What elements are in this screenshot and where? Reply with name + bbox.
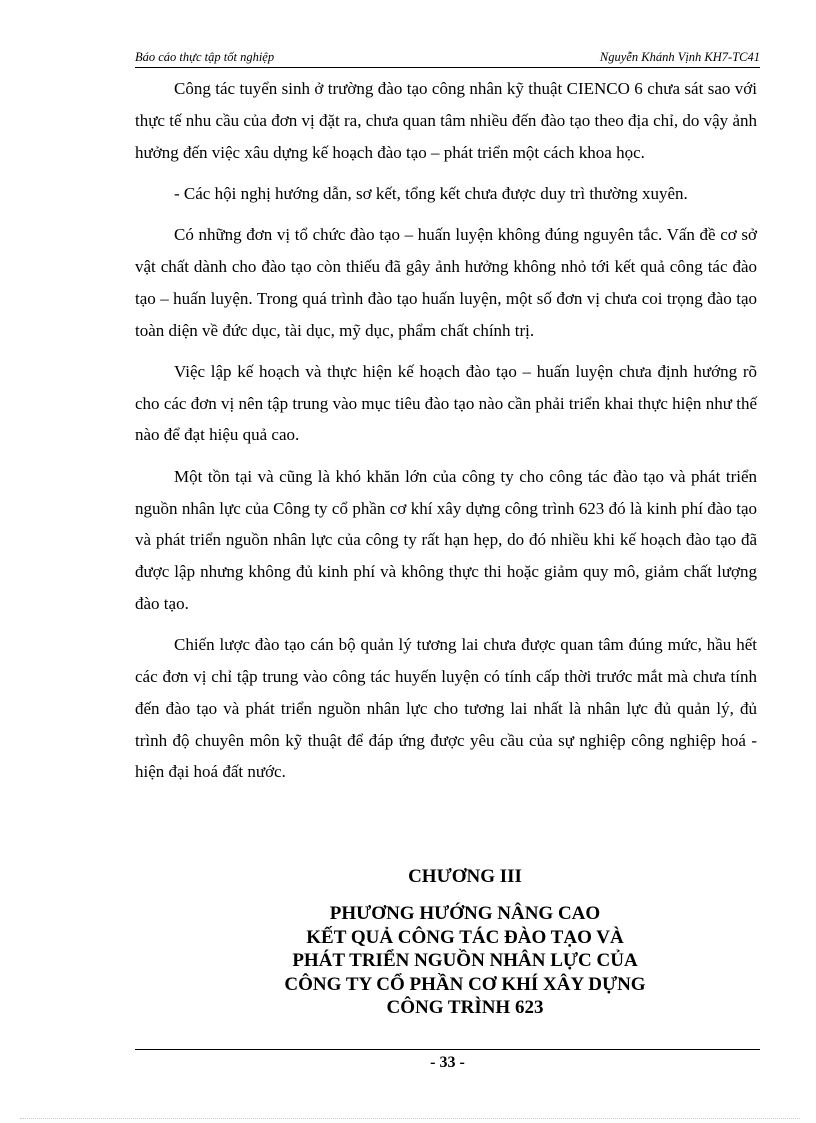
chapter-title-line: KẾT QUẢ CÔNG TÁC ĐÀO TẠO VÀ: [306, 926, 624, 948]
chapter-title-line: PHƯƠNG HƯỚNG NÂNG CAO: [329, 903, 601, 924]
paragraph-recruitment: Công tác tuyển sinh ở trường đào tạo công nhân kỹ thuật CIENCO 6 chưa sát sao với thực tế nhu cầu của đơn vị đặt ra, chưa quan tâm nhiều đến đào tạo theo địa chỉ, do vậy ảnh hưởng đến việc xâu dựng kế hoạch đào tạo – phát triển một cách khoa học.: [135, 79, 757, 162]
chapter-title-line: PHÁT TRIỂN NGUỒN NHÂN LỰC CỦA: [292, 950, 638, 971]
paragraph-funding: Một tồn tại và cũng là khó khăn lớn của công ty cho công tác đào tạo và phát triển nguồn nhân lực của Công ty cổ phần cơ khí xây dựng công trình 623 đó là kinh phí đào tạo và phát triển nguồn nhân lực của công ty rất hạn hẹp, do đó nhiều khi kế hoạch đào tạo đã được lập nhưng không đủ kinh phí và không thực thi hoặc giảm quy mô, giảm chất lượng đào tạo.: [135, 466, 757, 613]
chapter-title-line: CÔNG TRÌNH 623: [386, 997, 544, 1018]
paragraph-conferences: - Các hội nghị hướng dẫn, sơ kết, tổng kết chưa được duy trì thường xuyên.: [174, 183, 688, 203]
paragraph-principles: Có những đơn vị tổ chức đào tạo – huấn luyện không đúng nguyên tắc. Vấn đề cơ sở vật chất dành cho đào tạo còn thiếu đã gây ảnh hưởng không nhỏ tới kết quả công tác đào tạo – huấn luyện. Trong quá trình đào tạo huấn luyện, một số đơn vị chưa coi trọng đào tạo toàn diện về đức dục, tài dục, mỹ dục, phẩm chất chính trị.: [135, 225, 757, 340]
header-author: Nguyễn Khánh Vịnh KH7-TC41: [599, 50, 760, 64]
chapter-number: CHƯƠNG III: [408, 866, 522, 887]
body-text: [135, 73, 757, 798]
page-number: - 33 -: [430, 1054, 465, 1071]
chapter-title: [135, 902, 795, 1020]
chapter-title-line: CÔNG TY CỔ PHẦN CƠ KHÍ XÂY DỰNG: [284, 973, 646, 995]
paragraph-planning: Việc lập kế hoạch và thực hiện kế hoạch đào tạo – huấn luyện chưa định hướng rõ cho các đơn vị nên tập trung vào mục tiêu đào tạo nào cần phải triển khai thực hiện như thế nào để đạt hiệu quả cao.: [135, 361, 757, 445]
paragraph-strategy: Chiến lược đào tạo cán bộ quản lý tương lai chưa được quan tâm đúng mức, hầu hết các đơn vị chỉ tập trung vào công tác huyến luyện có tính cấp thời trước mắt mà chưa tính đến đào tạo và phát triển nguồn nhân lực cho tương lai nhất là nhân lực đủ quản lý, đủ trình độ chuyên môn kỹ thuật để đáp ứng được yêu cầu của sự nghiệp công nghiệp hoá - hiện đại hoá đất nước.: [135, 635, 757, 782]
footer-divider: [135, 1049, 760, 1050]
page-header: [135, 47, 760, 68]
header-report-title: Báo cáo thực tập tốt nghiệp: [135, 50, 275, 64]
page-edge-divider: [20, 1118, 800, 1119]
